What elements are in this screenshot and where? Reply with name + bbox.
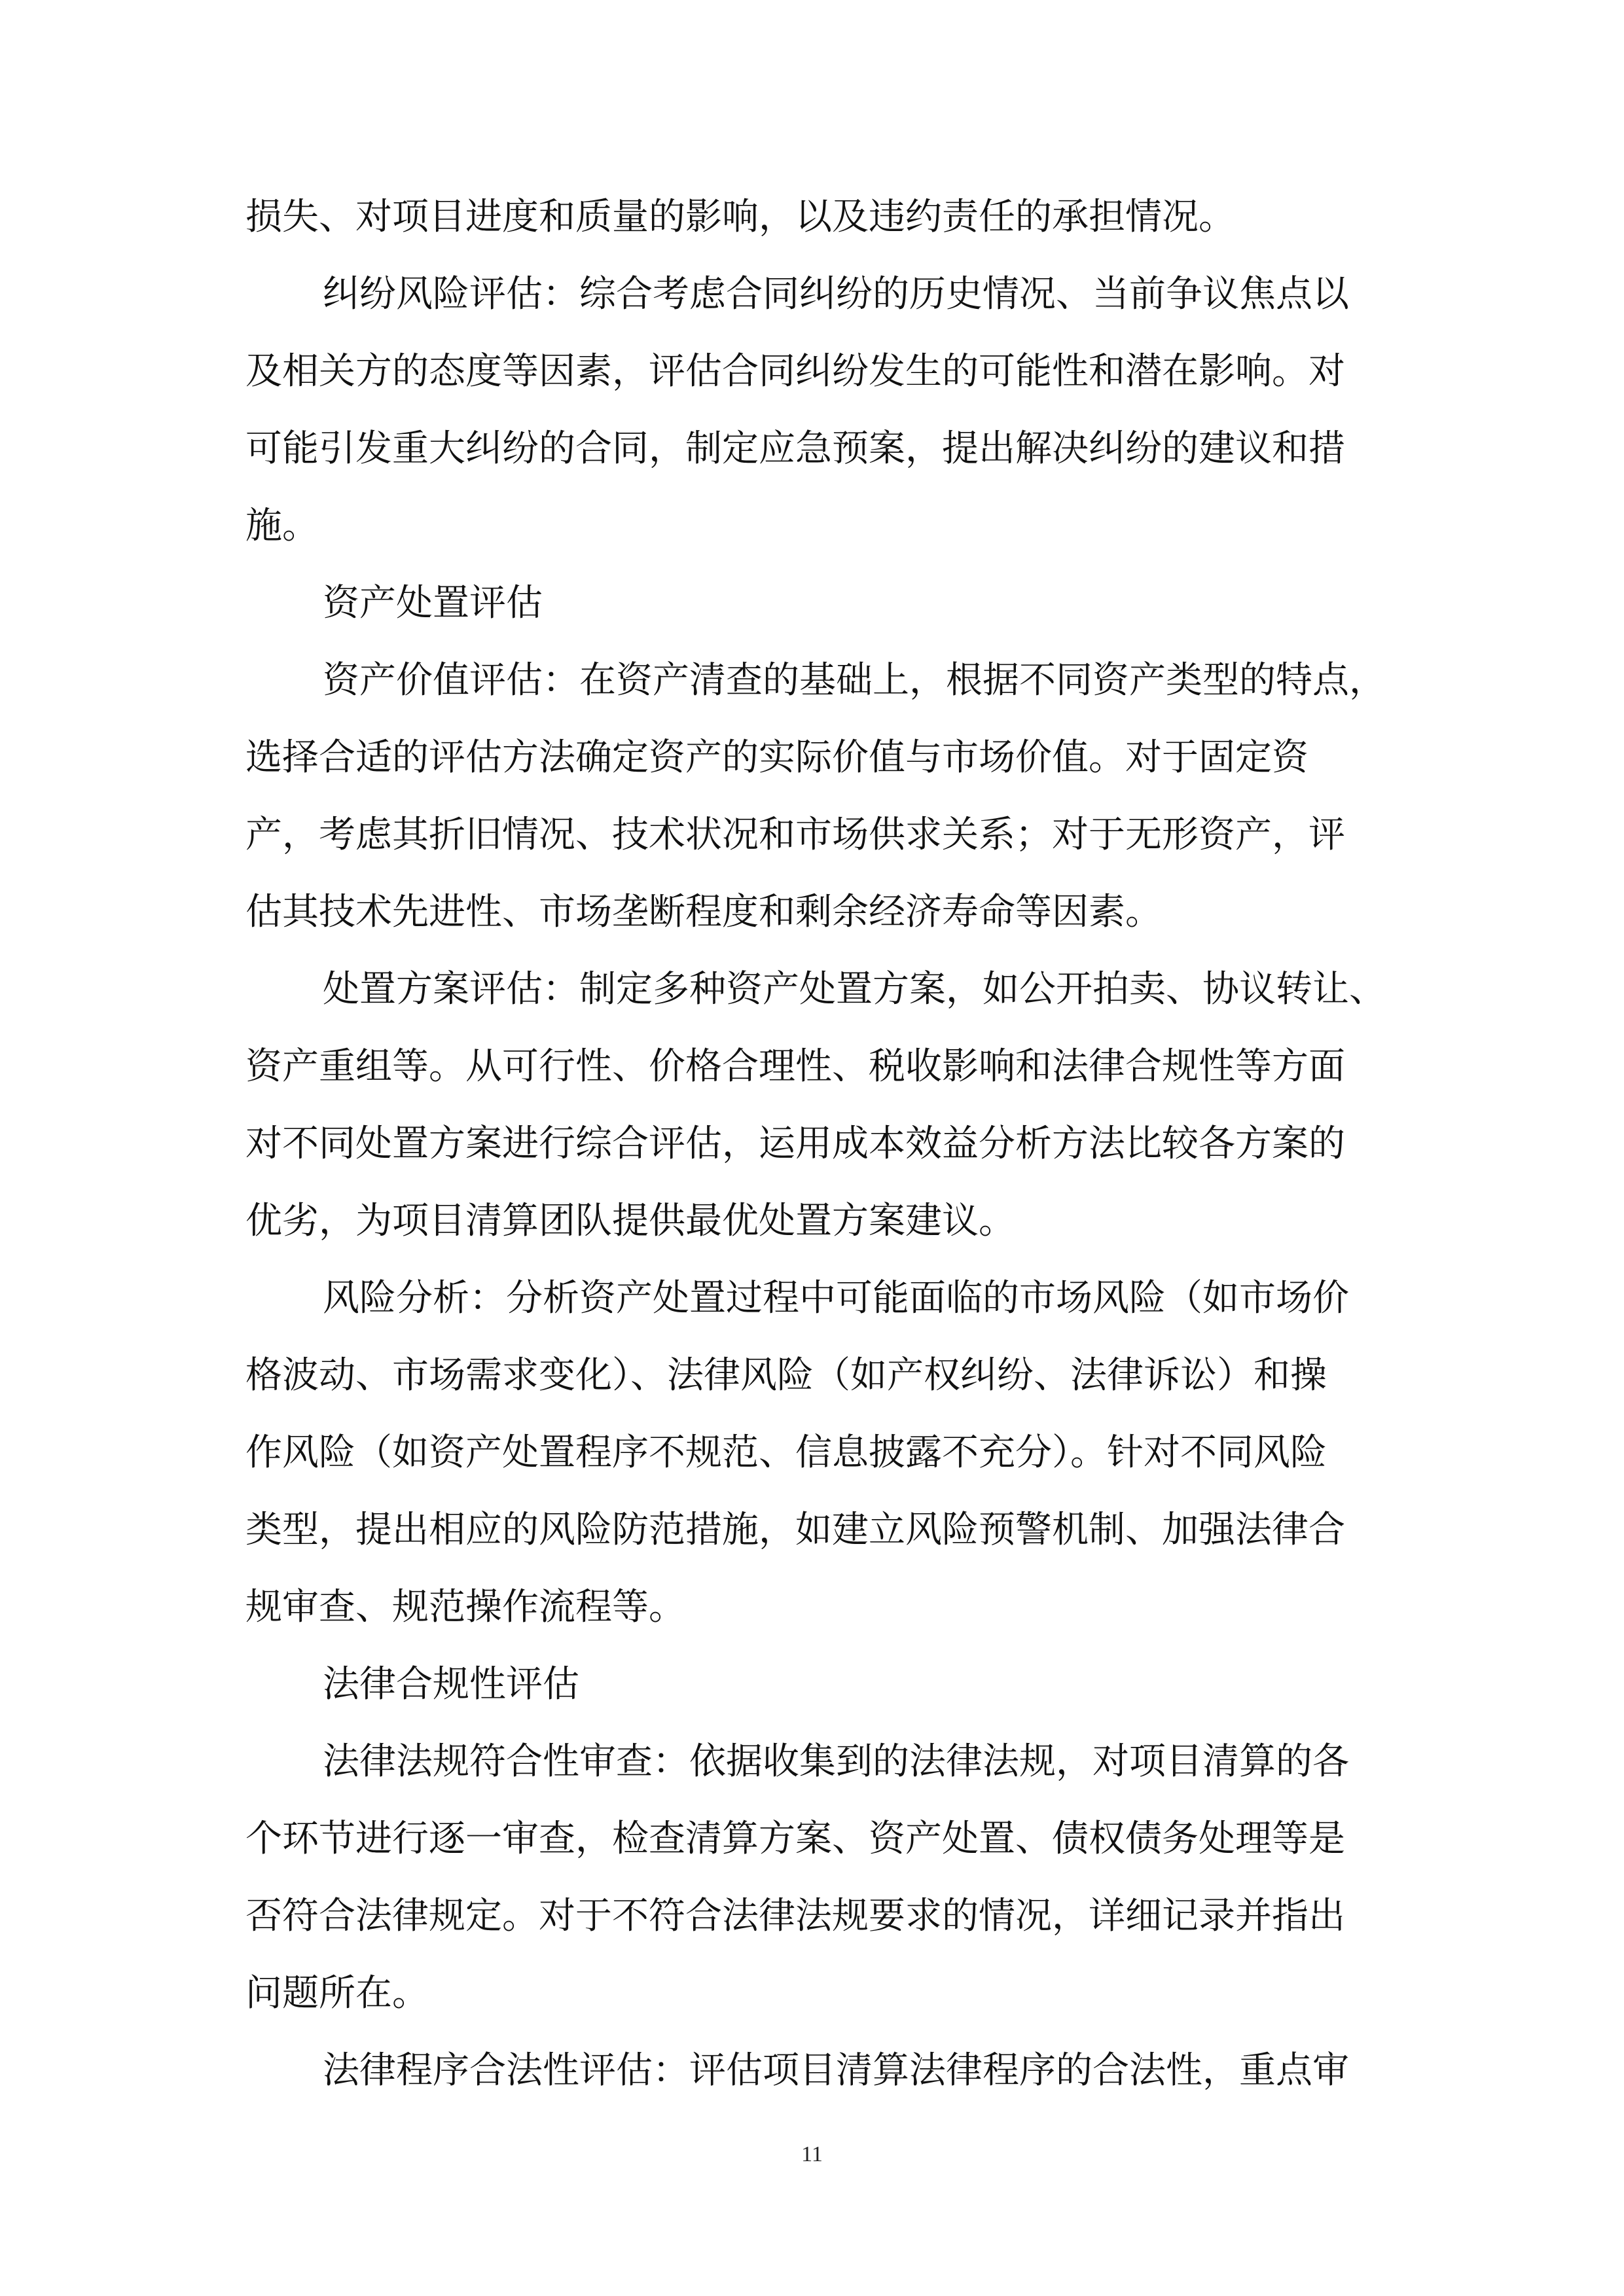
text-line: 产，考虑其折旧情况、技术状况和市场供求关系；对于无形资产，评 — [245, 814, 1345, 856]
page-number: 11 — [801, 2142, 823, 2166]
text-line: 纠纷风险评估：综合考虑合同纠纷的历史情况、当前争议焦点以 — [323, 273, 1349, 315]
text-line: 施。 — [245, 505, 319, 547]
text-line: 资产重组等。从可行性、价格合理性、税收影响和法律合规性等方面 — [245, 1045, 1345, 1088]
text-line: 优劣，为项目清算团队提供最优处置方案建议。 — [245, 1200, 1015, 1242]
text-line: 法律法规符合性审查：依据收集到的法律法规，对项目清算的各 — [323, 1740, 1349, 1783]
section-heading: 法律合规性评估 — [323, 1663, 579, 1706]
text-line: 否符合法律规定。对于不符合法律法规要求的情况，详细记录并指出 — [245, 1895, 1345, 1937]
text-line: 可能引发重大纠纷的合同，制定应急预案，提出解决纠纷的建议和措 — [245, 427, 1345, 470]
text-line: 选择合适的评估方法确定资产的实际价值与市场价值。对于固定资 — [245, 736, 1308, 779]
text-line: 类型，提出相应的风险防范措施，如建立风险预警机制、加强法律合 — [245, 1509, 1345, 1551]
text-line: 对不同处置方案进行综合评估，运用成本效益分析方法比较各方案的 — [245, 1122, 1345, 1165]
text-line: 风险分析：分析资产处置过程中可能面临的市场风险（如市场价 — [323, 1277, 1349, 1319]
text-line: 法律程序合法性评估：评估项目清算法律程序的合法性，重点审 — [323, 2049, 1349, 2092]
text-line: 作风险（如资产处置程序不规范、信息披露不充分）。针对不同风险 — [245, 1431, 1327, 1474]
text-line: 资产价值评估：在资产清查的基础上，根据不同资产类型的特点， — [323, 659, 1386, 702]
text-line: 问题所在。 — [245, 1972, 429, 2015]
text-line: 处置方案评估：制定多种资产处置方案，如公开拍卖、协议转让、 — [323, 968, 1386, 1011]
section-heading: 资产处置评估 — [323, 582, 543, 624]
text-line: 规审查、规范操作流程等。 — [245, 1586, 685, 1628]
text-line: 及相关方的态度等因素，评估合同纠纷发生的可能性和潜在影响。对 — [245, 350, 1345, 393]
text-line: 个环节进行逐一审查，检查清算方案、资产处置、债权债务处理等是 — [245, 1818, 1345, 1860]
text-line: 格波动、市场需求变化）、法律风险（如产权纠纷、法律诉讼）和操 — [245, 1354, 1327, 1397]
text-line: 估其技术先进性、市场垄断程度和剩余经济寿命等因素。 — [245, 891, 1162, 933]
text-line: 损失、对项目进度和质量的影响，以及违约责任的承担情况。 — [245, 196, 1235, 238]
